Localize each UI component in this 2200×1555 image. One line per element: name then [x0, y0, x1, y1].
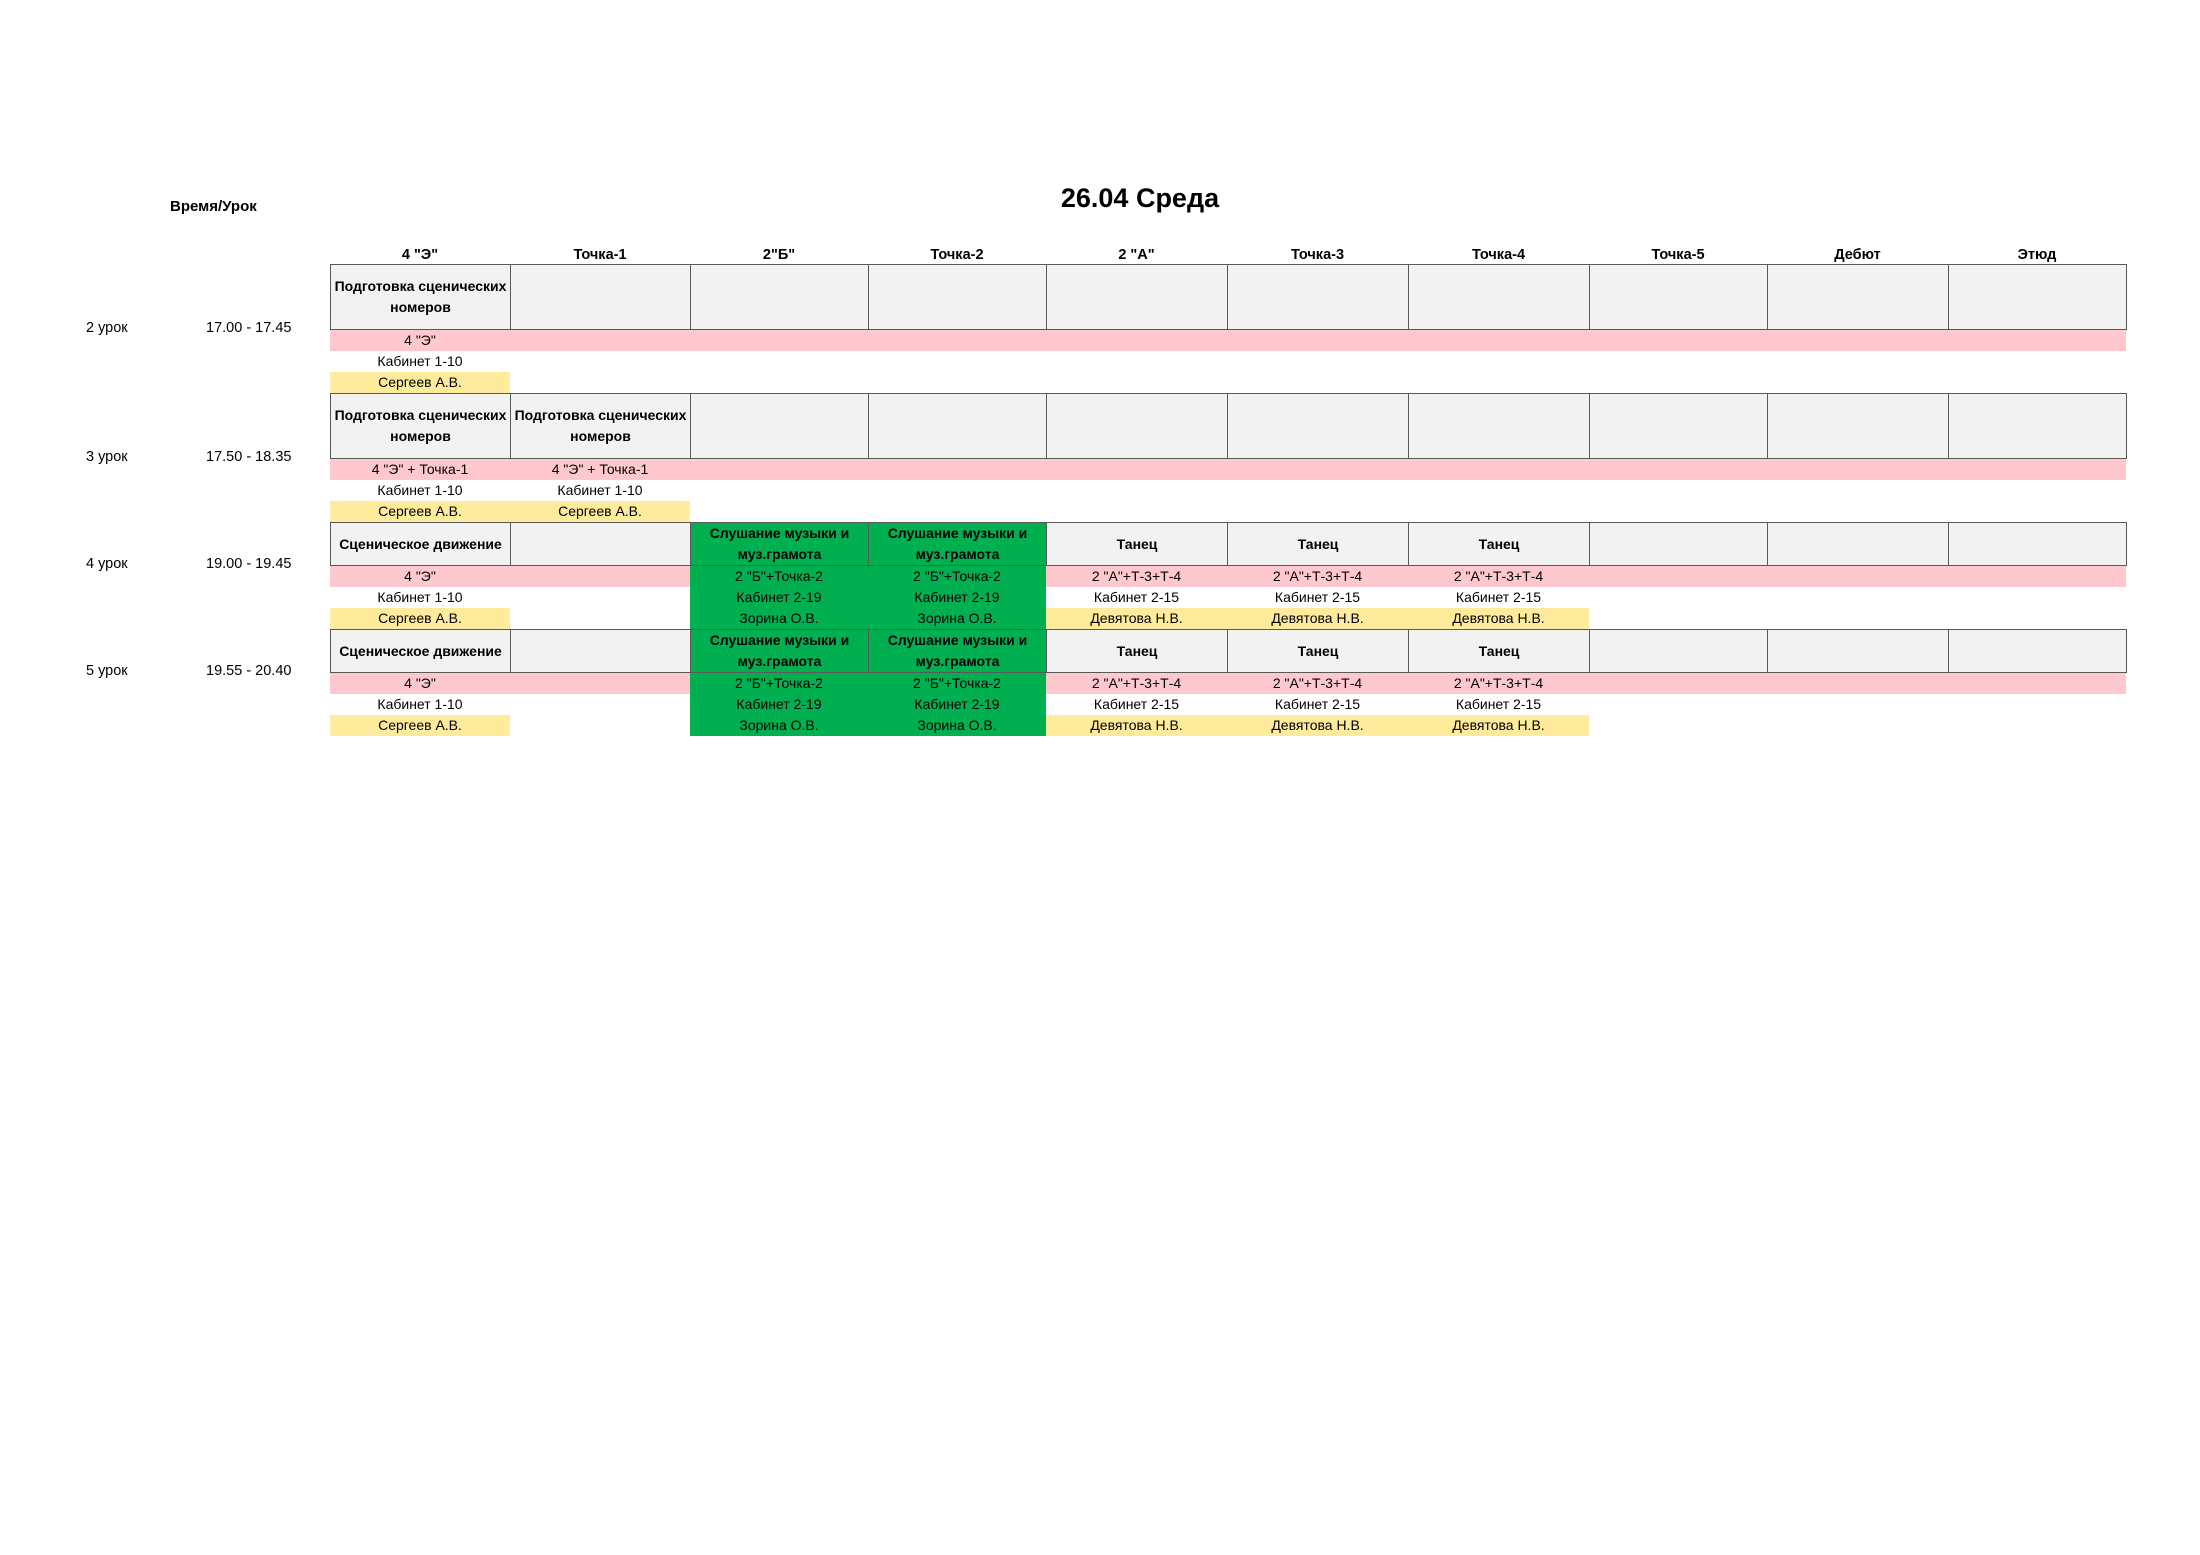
room-cell: Кабинет 2-19: [690, 694, 868, 715]
column-header: Этюд: [2017, 247, 2057, 263]
column-header: Дебют: [1834, 247, 1881, 263]
subject-cell: Подготовка сценических номеров: [330, 264, 511, 330]
lesson-label: 5 урок: [86, 663, 128, 679]
group-cell: 4 "Э": [404, 332, 436, 348]
subject-cell: [1589, 522, 1768, 566]
group-cell: 2 "А"+Т-3+Т-4: [1091, 568, 1182, 584]
teacher-cell: Девятова Н.В.: [1046, 715, 1227, 736]
column-header: 2"Б": [762, 247, 796, 263]
subject-cell: [1948, 629, 2127, 673]
subject-cell: [1227, 393, 1409, 459]
subject-cell: Танец: [1408, 522, 1590, 566]
subject-cell: [868, 264, 1047, 330]
room-cell: Кабинет 2-19: [868, 587, 1046, 608]
group-cell: 2 "А"+Т-3+Т-4: [1272, 568, 1363, 584]
subject-cell: Подготовка сценических номеров: [510, 393, 691, 459]
room-cell: Кабинет 2-15: [1274, 589, 1361, 605]
teacher-cell: Сергеев А.В.: [330, 715, 510, 736]
room-cell: Кабинет 2-19: [690, 587, 868, 608]
room-cell: Кабинет 2-19: [868, 694, 1046, 715]
subject-cell: [1408, 393, 1590, 459]
group-cell: 4 "Э" + Точка-1: [551, 461, 649, 477]
column-header: Точка-2: [930, 247, 984, 263]
room-cell: Кабинет 2-15: [1093, 696, 1180, 712]
lesson-label: 3 урок: [86, 449, 128, 465]
subject-cell: [1589, 393, 1768, 459]
subject-cell: [1767, 522, 1949, 566]
subject-cell: Танец: [1227, 522, 1409, 566]
subject-cell: [1408, 264, 1590, 330]
teacher-cell: Зорина О.В.: [868, 608, 1046, 629]
subject-cell: [1767, 629, 1949, 673]
subject-cell: [868, 393, 1047, 459]
group-cell: 2 "А"+Т-3+Т-4: [1453, 675, 1544, 691]
time-lesson-header: Время/Урок: [170, 198, 257, 215]
room-cell: Кабинет 2-15: [1274, 696, 1361, 712]
subject-cell: Танец: [1046, 522, 1228, 566]
subject-cell: Сценическое движение: [330, 629, 511, 673]
subject-cell: Танец: [1046, 629, 1228, 673]
lesson-time: 19.00 - 19.45: [206, 556, 292, 572]
teacher-cell: Девятова Н.В.: [1046, 608, 1227, 629]
subject-cell: [510, 264, 691, 330]
column-header: 2 "А": [1118, 247, 1155, 263]
lesson-time: 17.00 - 17.45: [206, 320, 292, 336]
room-cell: Кабинет 2-15: [1455, 696, 1542, 712]
group-cell: 2 "А"+Т-3+Т-4: [1091, 675, 1182, 691]
group-cell: 4 "Э" + Точка-1: [371, 461, 469, 477]
group-cell: 4 "Э": [404, 568, 436, 584]
subject-cell: [690, 393, 869, 459]
teacher-cell: Девятова Н.В.: [1227, 715, 1408, 736]
teacher-cell: Зорина О.В.: [868, 715, 1046, 736]
subject-cell: [1948, 264, 2127, 330]
subject-cell: Танец: [1408, 629, 1590, 673]
group-cell: 4 "Э": [404, 675, 436, 691]
teacher-cell: Девятова Н.В.: [1227, 608, 1408, 629]
lesson-time: 19.55 - 20.40: [206, 663, 292, 679]
group-cell: 2 "Б"+Точка-2: [690, 673, 868, 694]
teacher-cell: Сергеев А.В.: [330, 501, 510, 522]
column-header: Точка-3: [1290, 247, 1345, 263]
column-header: 4 "Э": [401, 247, 439, 263]
group-cell: 2 "А"+Т-3+Т-4: [1453, 568, 1544, 584]
subject-cell: [1948, 522, 2127, 566]
subject-cell: [1227, 264, 1409, 330]
subject-cell: [1046, 393, 1228, 459]
subject-cell: Сценическое движение: [330, 522, 511, 566]
subject-cell: [510, 629, 691, 673]
subject-cell: Слушание музыки и муз.грамота: [868, 522, 1047, 566]
subject-cell: [1589, 264, 1768, 330]
subject-cell: Танец: [1227, 629, 1409, 673]
group-cell: 2 "Б"+Точка-2: [690, 566, 868, 587]
teacher-cell: Сергеев А.В.: [330, 608, 510, 629]
group-cell: 2 "Б"+Точка-2: [868, 566, 1046, 587]
subject-cell: [1767, 393, 1949, 459]
teacher-cell: Зорина О.В.: [690, 715, 868, 736]
room-cell: Кабинет 2-15: [1455, 589, 1542, 605]
subject-cell: Слушание музыки и муз.грамота: [868, 629, 1047, 673]
teacher-cell: Сергеев А.В.: [510, 501, 690, 522]
lesson-time: 17.50 - 18.35: [206, 449, 292, 465]
subject-cell: [1589, 629, 1768, 673]
subject-cell: Слушание музыки и муз.грамота: [690, 629, 869, 673]
group-cell: 2 "А"+Т-3+Т-4: [1272, 675, 1363, 691]
column-header: Точка-4: [1471, 247, 1526, 263]
room-cell: Кабинет 2-15: [1093, 589, 1180, 605]
room-cell: Кабинет 1-10: [377, 589, 463, 605]
page-title: 26.04 Среда: [1060, 183, 1220, 213]
teacher-cell: Зорина О.В.: [690, 608, 868, 629]
room-cell: Кабинет 1-10: [377, 482, 463, 498]
subject-cell: [1948, 393, 2127, 459]
room-cell: Кабинет 1-10: [557, 482, 643, 498]
teacher-cell: Девятова Н.В.: [1408, 608, 1589, 629]
column-header: Точка-5: [1651, 247, 1705, 263]
lesson-label: 2 урок: [86, 320, 128, 336]
subject-cell: [510, 522, 691, 566]
group-strip: [330, 330, 2126, 351]
room-cell: Кабинет 1-10: [377, 696, 463, 712]
teacher-cell: Девятова Н.В.: [1408, 715, 1589, 736]
teacher-cell: Сергеев А.В.: [330, 372, 510, 393]
subject-cell: Слушание музыки и муз.грамота: [690, 522, 869, 566]
lesson-label: 4 урок: [86, 556, 128, 572]
subject-cell: [690, 264, 869, 330]
subject-cell: [1046, 264, 1228, 330]
group-cell: 2 "Б"+Точка-2: [868, 673, 1046, 694]
column-header: Точка-1: [573, 247, 627, 263]
subject-cell: Подготовка сценических номеров: [330, 393, 511, 459]
room-cell: Кабинет 1-10: [377, 353, 463, 369]
subject-cell: [1767, 264, 1949, 330]
